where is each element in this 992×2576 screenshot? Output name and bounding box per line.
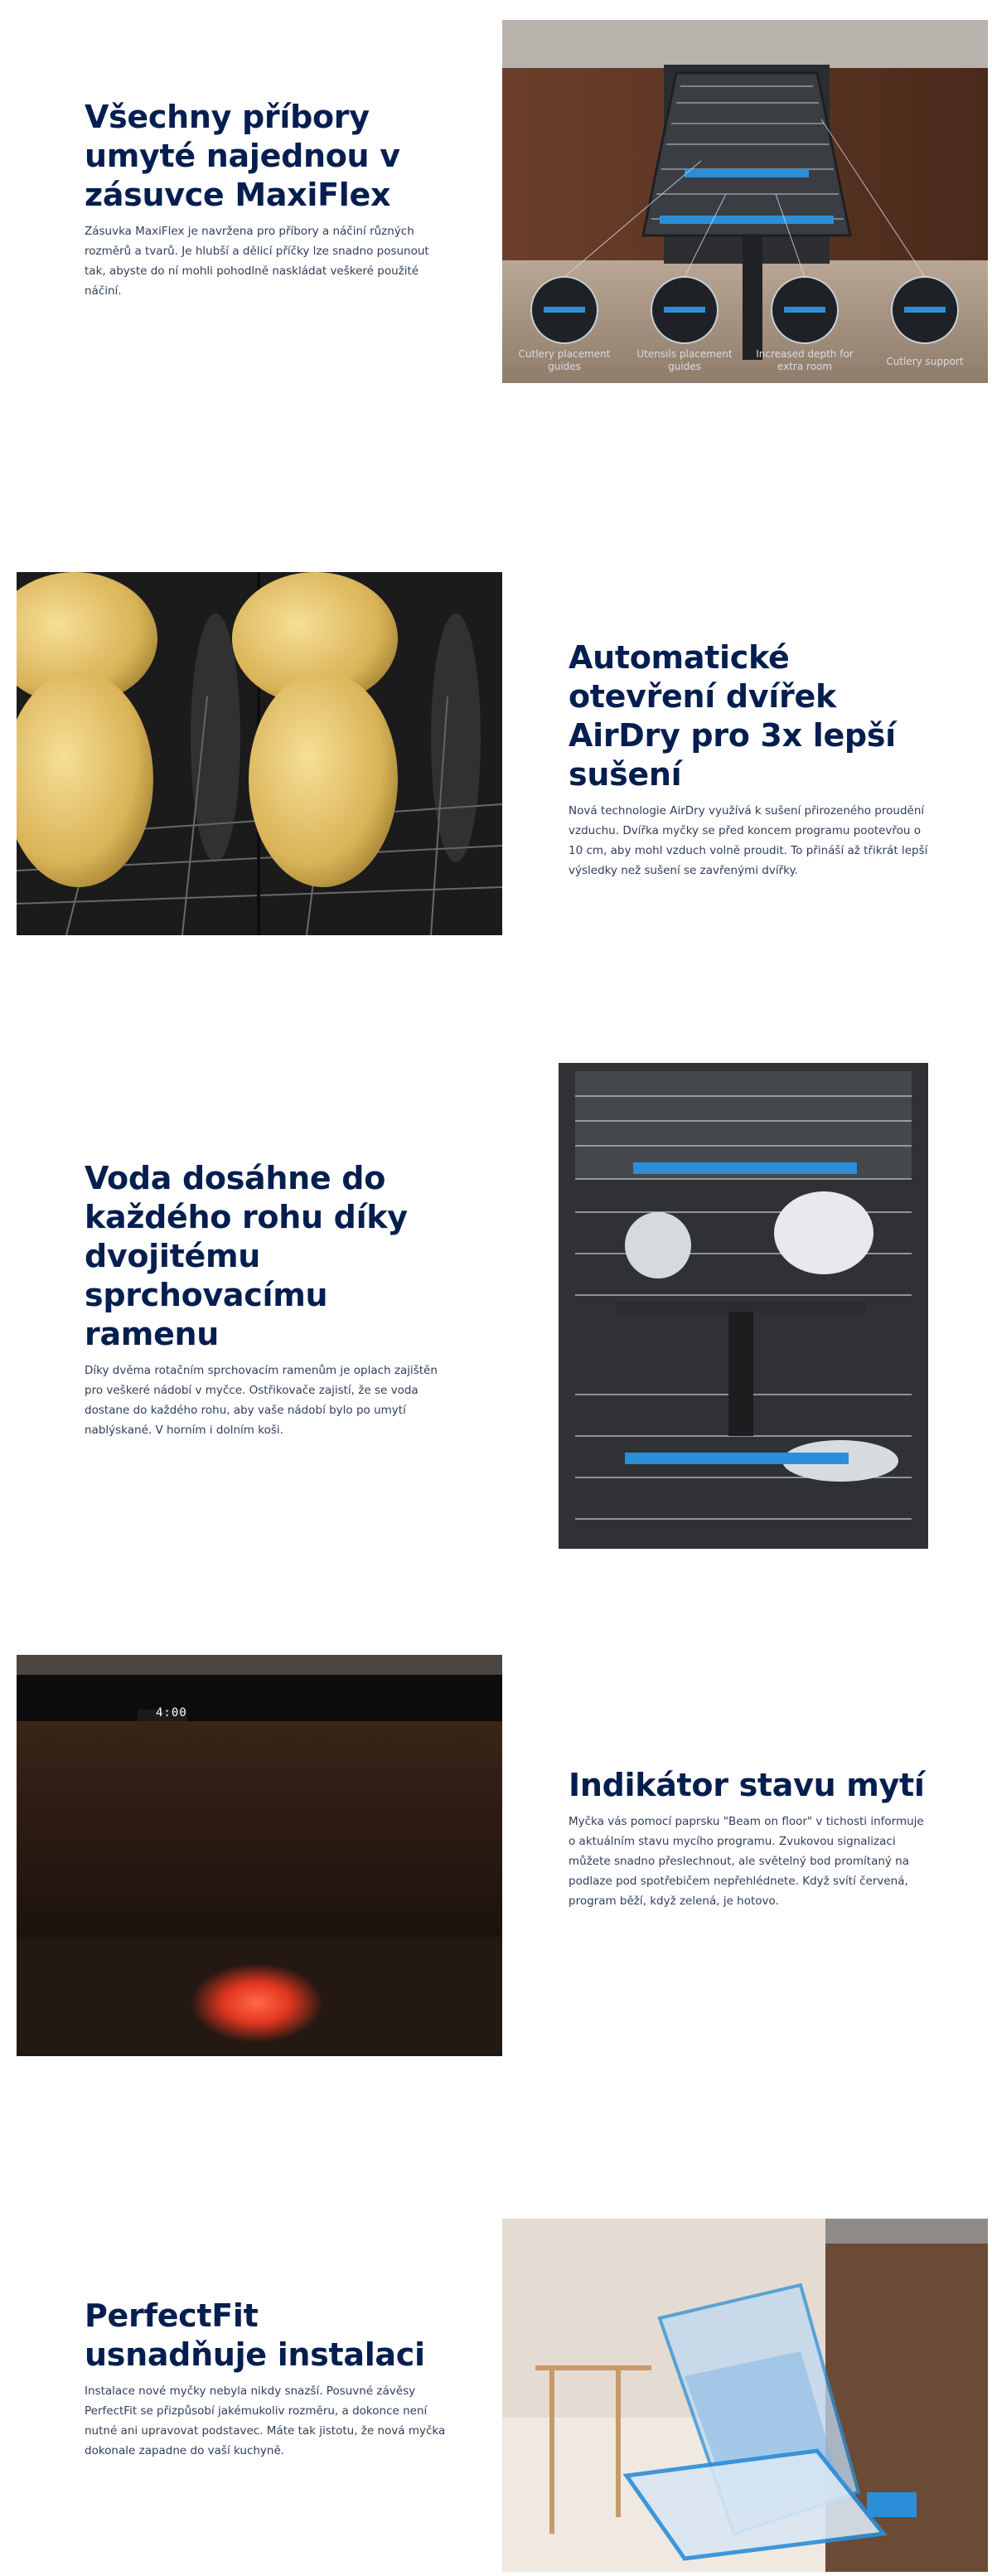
perfectfit-hinge-image (502, 2219, 988, 2572)
beam-on-floor-image (17, 1655, 502, 2056)
feature-spray-arm (0, 1045, 992, 1559)
maxiflex-drawer-image (502, 20, 988, 383)
feature-description: Díky dvěma rotačním sprchovacím ramenům je oplach zajištěn pro veškeré nádobí v myčce. Ostřikovače zajistí, že se voda dostane do každého rohu, aby vaše nádobí bylo po umytí nablýskané. V horním i dolním koši. (85, 1364, 438, 1437)
feature-beam-on-floor (0, 1642, 992, 2056)
image-caption: Increased depth for extra room (756, 348, 854, 372)
feature-title: Automatické otevření dvířek AirDry pro 3x lepší sušení (569, 639, 896, 793)
image-caption: Utensils placement guides (636, 348, 733, 372)
feature-description: Zásuvka MaxiFlex je navržena pro příbory a náčiní různých rozměrů a tvarů. Je hlubší a dělicí příčky lze snadno posunout tak, abyste do ní mohli pohodlně naskládat veškeré použité náčiní. (85, 225, 429, 298)
image-caption: Cutlery support (886, 356, 964, 367)
display-readout: 4:00 (156, 1706, 187, 1720)
feature-text (85, 2297, 449, 2461)
image-caption: Cutlery placement guides (518, 348, 611, 372)
feature-title: Indikátor stavu mytí (569, 1767, 925, 1803)
feature-maxiflex (0, 0, 992, 390)
feature-title: Všechny příbory umyté najednou v zásuvce MaxiFlex (85, 99, 400, 213)
feature-airdry (0, 564, 992, 945)
feature-description: Nová technologie AirDry využívá k sušení přirozeného proudění vzduchu. Dvířka myčky se před koncem programu pootevřou o 10 cm, aby mohl vzduch volně proudit. To přináší až třikrát lepší výsledky než sušení se zavřenými dvířky. (569, 804, 928, 877)
feature-description: Myčka vás pomocí paprsku "Beam on floor" v tichosti informuje o aktuálním stavu mycího programu. Zvukovou signalizaci můžete snadno přeslechnout, ale světelný bod promítaný na podlaze pod spotřebičem nepřehlédnete. Když svítí červená, program běží, když zelená, je hotovo. (569, 1815, 924, 1908)
feature-perfectfit (0, 2205, 992, 2576)
feature-description: Instalace nové myčky nebyla nikdy snazší. Posuvné závěsy PerfectFit se přizpůsobí jakémukoliv rozměru, a dokonce není nutné ani upravovat podstavec. Máte tak jistotu, že nová myčka dokonale zapadne do vaší kuchyně. (85, 2384, 446, 2457)
airdry-bowls-image (17, 572, 502, 935)
feature-title: Voda dosáhne do každého rohu díky dvojitému sprchovacímu ramenu (85, 1160, 408, 1352)
feature-title: PerfectFit usnadňuje instalaci (85, 2297, 425, 2373)
feature-text (569, 638, 933, 880)
feature-text (85, 98, 449, 301)
spray-arm-image (559, 1063, 928, 1549)
feature-text (85, 1159, 449, 1440)
feature-text (569, 1766, 933, 1911)
